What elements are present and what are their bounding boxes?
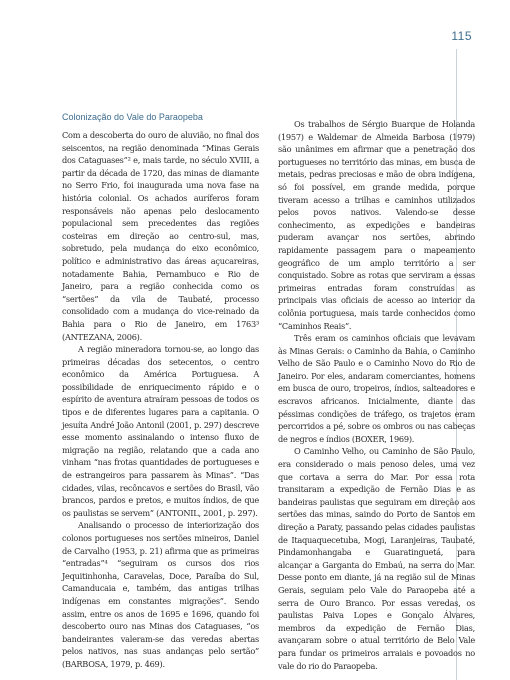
right-column [278, 118, 475, 672]
section-heading: Colonização do Vale do Paraopeba [62, 112, 203, 122]
paragraph: Três eram os caminhos oficiais que levavam às Minas Gerais: o Caminho da Bahia, o Caminho Velho de São Paulo e o Caminho Novo do Rio de Janeiro. Por eles, andaram comerciantes, homens em busca de ouro, tropeiros, índios, salteadores e escravos africanos. Inicialmente, diante das péssimas condições de tráfego, os trajetos eram percorridos a pé, sobre os ombros ou nas cabeças de negros e índios (BOXER, 1969). [278, 333, 475, 444]
page-number: 115 [451, 29, 472, 43]
left-column [62, 129, 259, 671]
paragraph: Com a descoberta do ouro de aluvião, no final dos seiscentos, na região denominada “Minas Gerais dos Cataguases”² e, mais tarde, no século XVIII, a partir da década de 1720, das minas de diamante no Serro Frio, foi inaugurada uma nova fase na história colonial. Os achados auríferos foram responsáveis não apenas pelo deslocamento populacional sem precedentes das regiões costeiras em direção ao centro-sul, mas, sobretudo, pela mudança do eixo econômico, político e administrativo das áreas açucareiras, notadamente Bahia, Pernambuco e Rio de Janeiro, para a região conhecida como os “sertões” da vila de Taubaté, processo consolidado com a mudança do vice-reinado da Bahia para o Rio de Janeiro, em 1763³ (ANTEZANA, 2006). [62, 130, 259, 342]
paragraph: Analisando o processo de interiorização dos colonos portugueses nos sertões mineiros, Daniel de Carvalho (1953, p. 21) afirma que as primeiras “entradas”⁴ “seguiram os cursos dos rios Jequitinhonha, Caravelas, Doce, Paraíba do Sul, Camanducaia e, também, das antigas trilhas indígenas em constantes migrações”. Sendo assim, entre os anos de 1695 e 1696, quando foi descoberto ouro nas Minas dos Cataguases, “os bandeirantes valeram-se das veredas abertas pelos nativos, nas suas andanças pelo sertão” (BARBOSA, 1979, p. 469). [62, 520, 259, 669]
paragraph: A região mineradora tornou-se, ao longo das primeiras décadas dos setecentos, o centro econômico da América Portuguesa. A possibilidade de enriquecimento rápido e o espírito de aventura atraíram pessoas de todos os tipos e de diferentes lugares para a capitania. O jesuíta André João Antonil (2001, p. 297) descreve esse momento assinalando o intenso fluxo de migração na região, relatando que a cada ano vinham “nas frotas quantidades de portugueses e de estrangeiros para passarem às Minas”. “Das cidades, vilas, recôncavos e sertões do Brasil, vão brancos, pardos e pretos, e muitos índios, de que os paulistas se servem” (ANTONIL, 2001, p. 297). [62, 344, 259, 518]
paragraph: O Caminho Velho, ou Caminho de São Paulo, era considerado o mais penoso deles, uma vez que cortava a serra do Mar. Por essa rota transitaram a expedição de Fernão Dias e as bandeiras paulistas que seguiram em direção aos sertões das minas, saindo do Porto de Santos em direção a Paraty, passando pelas cidades paulistas de Itaquaquecetuba, Mogi, Laranjeiras, Taubaté, Pindamonhangaba e Guaratinguetá, para alcançar a Garganta do Embaú, na serra do Mar. Desse ponto em diante, já na região sul de Minas Gerais, seguiam pelo Vale do Paraopeba até a serra de Ouro Branco. Por essas veredas, os paulistas Paiva Lopes e Gonçalo Álvares, membros da expedição de Fernão Dias, avançaram sobre o atual território de Belo Vale para fundar os primeiros arraiais e povoados no vale do rio do Paraopeba. [278, 446, 475, 671]
paragraph: Os trabalhos de Sérgio Buarque de Holanda (1957) e Waldemar de Almeida Barbosa (1979) são unânimes em afirmar que a penetração dos portugueses no território das minas, em busca de metais, pedras preciosas e mão de obra indígena, só foi possível, em grande medida, porque tiveram acesso a trilhas e caminhos utilizados pelos povos nativos. Valendo-se desse conhecimento, as expedições e bandeiras puderam avançar nos sertões, abrindo rapidamente passagem para o mapeamento geográfico de um amplo território a ser conquistado. Sobre as rotas que serviram a essas primeiras entradas foram construídas as principais vias oficiais de acesso ao interior da colônia portuguesa, mais tarde conhecidos como “Caminhos Reais”. [278, 119, 475, 331]
